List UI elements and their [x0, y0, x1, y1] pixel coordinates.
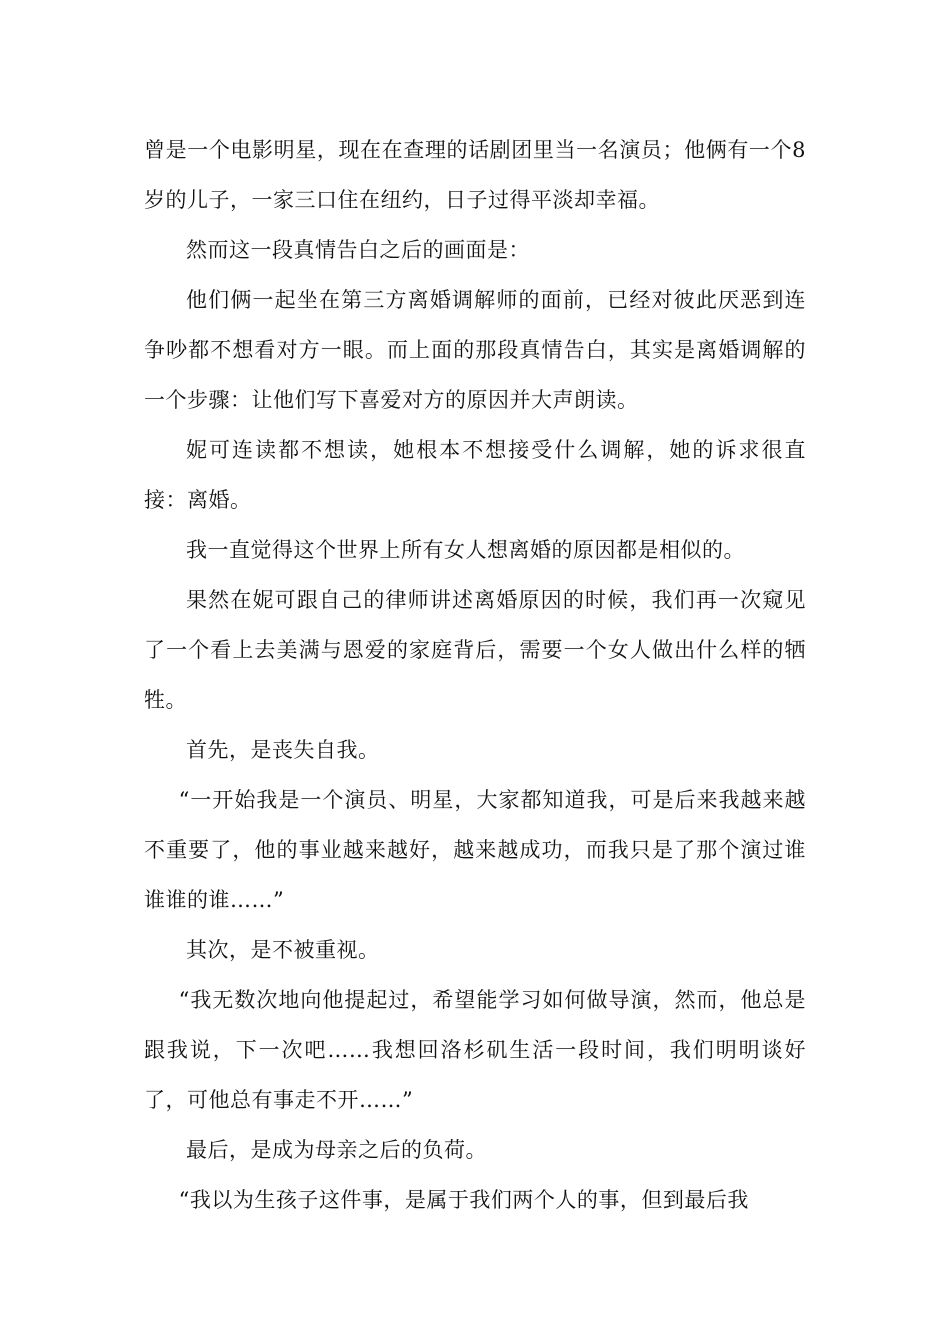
paragraph: 我一直觉得这个世界上所有女人想离婚的原因都是相似的。 — [186, 538, 745, 562]
paragraph-heading-first: 首先，是丧失自我。 — [186, 738, 380, 762]
document-body — [144, 125, 806, 1225]
paragraph-heading-second: 其次，是不被重视。 — [186, 938, 380, 962]
paragraph: 妮可连读都不想读，她根本不想接受什么调解，她的诉求很直接：离婚。 — [144, 438, 806, 512]
paragraph: 然而这一段真情告白之后的画面是： — [186, 238, 530, 262]
quote-paragraph: “我以为生孩子这件事，是属于我们两个人的事，但到最后我 — [178, 1188, 749, 1212]
quote-paragraph: “我无数次地向他提起过，希望能学习如何做导演，然而，他总是跟我说，下一次吧……我想回洛杉矶生活一段时间，我们明明谈好了，可他总有事走不开……” — [144, 988, 806, 1112]
paragraph-continuation: 曾是一个电影明星，现在在查理的话剧团里当一名演员；他俩有一个8岁的儿子，一家三口住在纽约，日子过得平淡却幸福。 — [144, 138, 806, 212]
paragraph: 他们俩一起坐在第三方离婚调解师的面前，已经对彼此厌恶到连争吵都不想看对方一眼。而上面的那段真情告白，其实是离婚调解的一个步骤：让他们写下喜爱对方的原因并大声朗读。 — [144, 288, 806, 412]
paragraph: 果然在妮可跟自己的律师讲述离婚原因的时候，我们再一次窥见了一个看上去美满与恩爱的家庭背后，需要一个女人做出什么样的牺牲。 — [144, 588, 806, 712]
paragraph-heading-last: 最后，是成为母亲之后的负荷。 — [186, 1138, 487, 1162]
quote-paragraph: “一开始我是一个演员、明星，大家都知道我，可是后来我越来越不重要了，他的事业越来越好，越来越成功，而我只是了那个演过谁谁谁的谁……” — [144, 788, 806, 912]
